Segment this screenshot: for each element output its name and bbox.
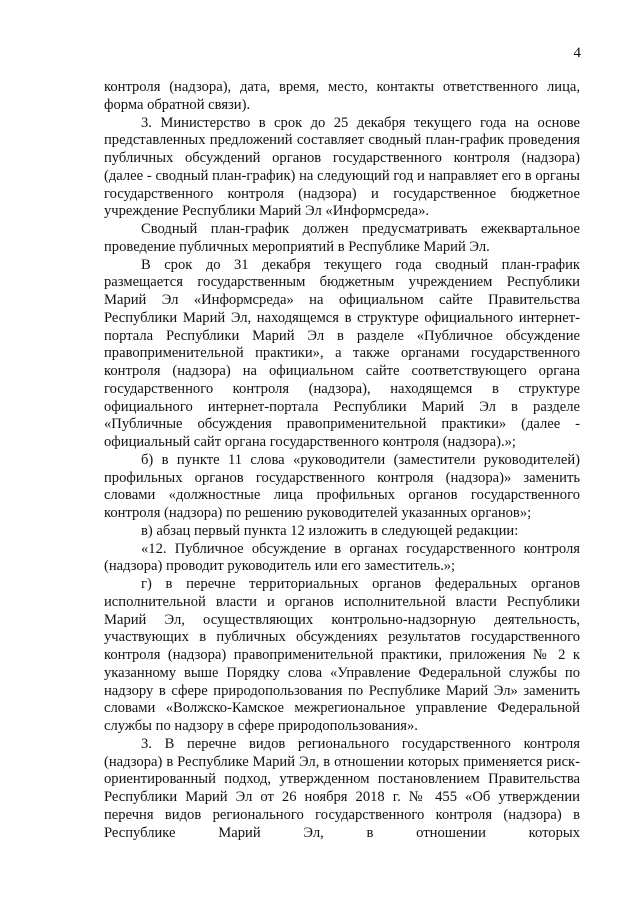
document-body	[104, 79, 580, 842]
paragraph-1: контроля (надзора), дата, время, место, контакты ответственного лица, форма обратной связи).	[104, 79, 580, 113]
paragraph-5: б) в пункте 11 слова «руководители (заместители руководителей) профильных органов государственного контроля (надзора)» заменить словами «должностные лица профильных органов государственного контроля (надзора) по решению руководителей указанных органов»;	[104, 451, 580, 521]
paragraph-2: 3. Министерство в срок до 25 декабря текущего года на основе представленных предложений составляет сводный план-график проведения публичных обсуждений органов государственного контроля (надзора) (далее - сводный план-график) на следующий год и направляет его в органы государственного контроля (надзора) и государственное бюджетное учреждение Республики Марий Эл «Информсреда».	[104, 114, 580, 220]
paragraph-7: «12. Публичное обсуждение в органах государственного контроля (надзора) проводит руководитель или его заместитель.»;	[104, 540, 580, 575]
paragraph-6: в) абзац первый пункта 12 изложить в следующей редакции:	[141, 522, 519, 539]
paragraph-9: 3. В перечне видов регионального государственного контроля (надзора) в Республике Марий Эл, в отношении которых применяется риск-ориентированный подход, утвержденном постановлением Правительства Республики Марий Эл от 26 ноября 2018 г. № 455 «Об утверждении перечня видов регионального государственного контроля (надзора) в Республике Марий Эл, в отношении которых	[104, 735, 580, 841]
page-number: 4	[573, 45, 581, 61]
paragraph-4: В срок до 31 декабря текущего года сводный план-график размещается государственным бюджетным учреждением Республики Марий Эл «Информсреда» на официальном сайте Правительства Республики Марий Эл, находящемся в структуре официального интернет-портала Республики Марий Эл в разделе «Публичное обсуждение правоприменительной практики», а также органами государственного контроля (надзора) на официальном сайте соответствующего органа государственного контроля (надзора), находящемся в структуре официального интернет-портала Республики Марий Эл в разделе «Публичные обсуждения правоприменительной практики» (далее - официальный сайт органа государственного контроля (надзора).»;	[104, 256, 580, 450]
paragraph-8: г) в перечне территориальных органов федеральных органов исполнительной власти и органов исполнительной власти Республики Марий Эл, осуществляющих контрольно-надзорную деятельность, участвующих в публичных обсуждениях результатов государственного контроля (надзора) правоприменительной практики, приложения № 2 к указанному выше Порядку слова «Управление Федеральной службы по надзору в сфере природопользования по Республике Марий Эл» заменить словами «Волжско-Камское межрегиональное управление Федеральной службы по надзору в сфере природопользования».	[104, 576, 580, 734]
paragraph-3: Сводный план-график должен предусматривать ежеквартальное проведение публичных мероприятий в Республике Марий Эл.	[104, 221, 580, 255]
